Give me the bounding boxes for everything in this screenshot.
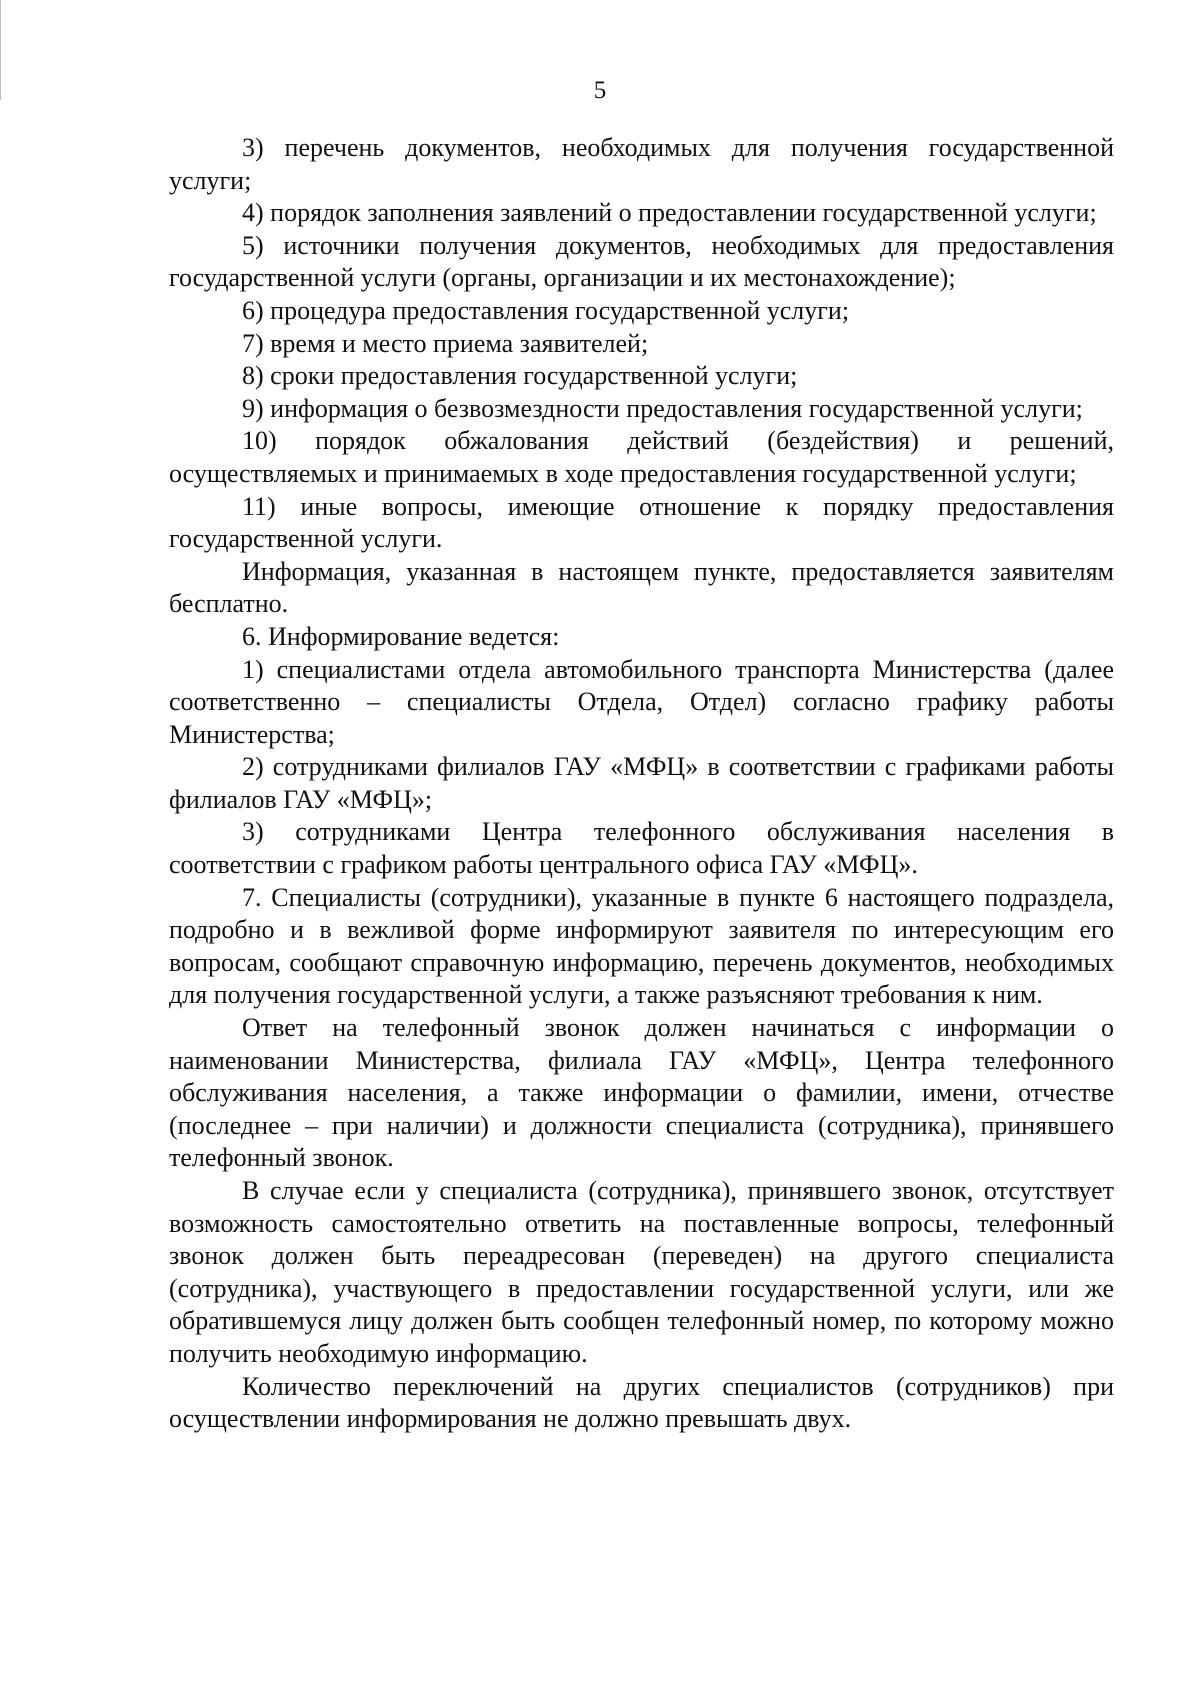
paragraph-section-6-heading: 6. Информирование ведется: [242, 621, 560, 651]
paragraph-item-6-procedure: 6) процедура предоставления государственной услуги; [242, 295, 850, 325]
paragraph-phone-answer: Ответ на телефонный звонок должен начинаться с информации о наименовании Министерства, филиала ГАУ «МФЦ», Центра телефонного обслуживания населения, а также информации о фамилии, имени, отчестве (последнее – при наличии) и должности специалиста (сотрудника), принявшего телефонный звонок. [169, 1013, 1114, 1173]
paragraph-6-3-call-center: 3) сотрудниками Центра телефонного обслуживания населения в соответствии с графиком работы центрального офиса ГАУ «МФЦ». [169, 817, 1114, 880]
paragraph-item-8-deadlines: 8) сроки предоставления государственной услуги; [242, 361, 798, 391]
paragraph-switch-limit: Количество переключений на других специалистов (сотрудников) при осуществлении информирования не должно превышать двух. [169, 1371, 1114, 1434]
paragraph-6-1-ministry-specialists: 1) специалистами отдела автомобильного транспорта Министерства (далее соответственно – специалисты Отдела, Отдел) согласно графику работы Министерства; [169, 654, 1114, 749]
paragraph-call-redirect: В случае если у специалиста (сотрудника), принявшего звонок, отсутствует возможность самостоятельно ответить на поставленные вопросы, телефонный звонок должен быть переадресован (переведен) на другого специалиста (сотрудника), участвующего в предоставлении государственной услуги, или же обратившемуся лицу должен быть сообщен телефонный номер, по которому можно получить необходимую информацию. [169, 1176, 1114, 1368]
paragraph-section-7-specialists: 7. Специалисты (сотрудники), указанные в пункте 6 настоящего подраздела, подробно и в вежливой форме информируют заявителя по интересующим его вопросам, сообщают справочную информацию, перечень документов, необходимых для получения государственной услуги, а также разъясняют требования к ним. [169, 882, 1114, 1010]
paragraph-item-11-other-questions: 11) иные вопросы, имеющие отношение к порядку предоставления государственной услуги. [169, 491, 1114, 554]
paragraph-item-9-free-of-charge: 9) информация о безвозмездности предоставления государственной услуги; [242, 393, 1083, 423]
paragraph-6-2-mfc-branches: 2) сотрудниками филиалов ГАУ «МФЦ» в соответствии с графиками работы филиалов ГАУ «МФЦ»; [169, 752, 1114, 814]
document-body [169, 132, 1114, 1436]
paragraph-item-10-appeal-order: 10) порядок обжалования действий (бездействия) и решений, осуществляемых и принимаемых в ходе предоставления государственной услуги; [169, 426, 1114, 488]
paragraph-item-7-reception-time: 7) время и место приема заявителей; [242, 328, 649, 358]
paragraph-item-5-document-sources: 5) источники получения документов, необходимых для предоставления государственной услуги (органы, организации и их местонахождение); [169, 230, 1114, 293]
paragraph-item-3-documents-list: 3) перечень документов, необходимых для получения государственной услуги; [169, 133, 1114, 195]
paragraph-information-free: Информация, указанная в настоящем пункте, предоставляется заявителям бесплатно. [169, 556, 1114, 619]
page-number: 5 [593, 77, 607, 104]
paragraph-item-4-filling-order: 4) порядок заполнения заявлений о предоставлении государственной услуги; [242, 198, 1097, 228]
